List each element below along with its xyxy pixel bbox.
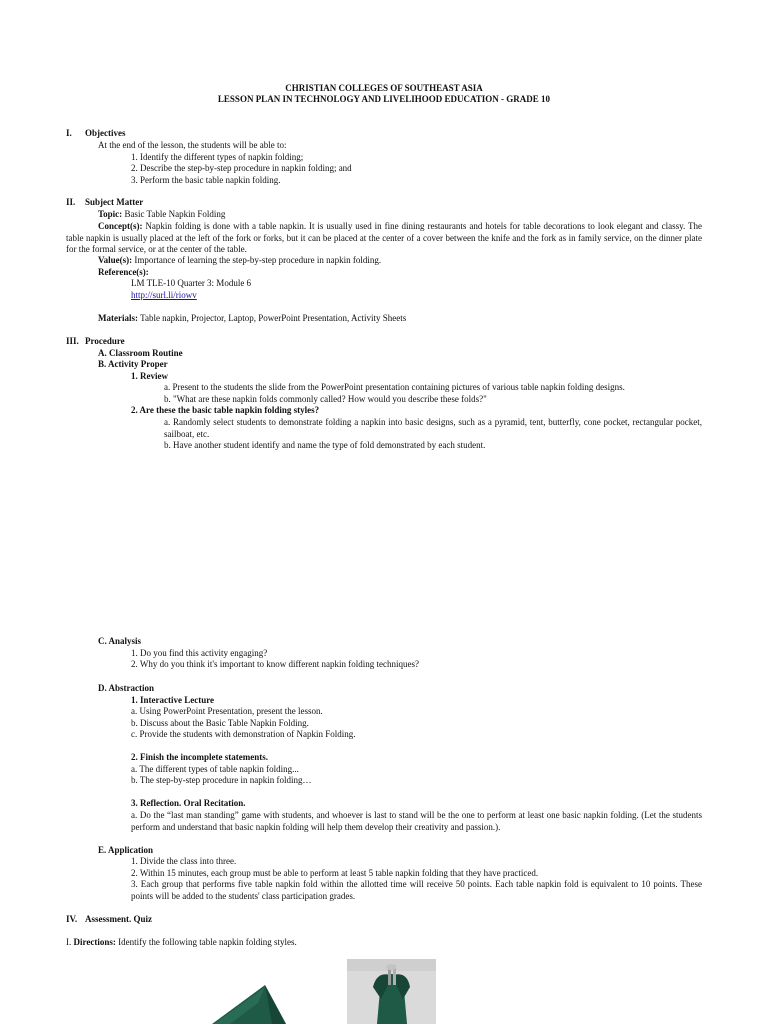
reference-link-text[interactable]: http://surl.li/riowv [131, 290, 197, 300]
reference-label: Reference(s): [98, 267, 149, 277]
review-item-b: b. "What are these napkin folds commonly called? How would you describe these folds?" [164, 394, 487, 404]
materials-label: Materials: [98, 313, 138, 323]
statement-item: a. The different types of table napkin folding... [131, 764, 299, 774]
analysis-heading: C. Analysis [98, 636, 142, 646]
basic-styles-item-b: b. Have another student identify and name the type of fold demonstrated by each student. [164, 440, 486, 450]
section-title-subject-matter: Subject Matter [85, 197, 144, 207]
section-title-procedure: Procedure [85, 336, 125, 346]
lecture-item: b. Discuss about the Basic Table Napkin Folding. [131, 718, 309, 728]
school-name: CHRISTIAN COLLEGES OF SOUTHEAST ASIA [285, 83, 483, 93]
incomplete-statements-heading: 2. Finish the incomplete statements. [131, 752, 268, 762]
materials-text: Table napkin, Projector, Laptop, PowerPoint Presentation, Activity Sheets [140, 313, 407, 323]
abstraction-heading: D. Abstraction [98, 683, 154, 693]
napkin-fold-image-1 [210, 975, 290, 1024]
review-heading: 1. Review [131, 371, 168, 381]
analysis-item: 1. Do you find this activity engaging? [131, 648, 268, 658]
objective-item: 3. Perform the basic table napkin folding. [131, 175, 281, 185]
value-line [98, 255, 381, 267]
topic-line [98, 209, 225, 221]
section-title-assessment: Assessment. Quiz [85, 914, 152, 924]
basic-styles-item-a: a. Randomly select students to demonstrate folding a napkin into basic designs, such as a pyramid, tent, butterfly, cone pocket, rectangular pocket, sailboat, etc. [164, 417, 702, 439]
classroom-routine-heading: A. Classroom Routine [98, 348, 183, 358]
reflection-heading: 3. Reflection. Oral Recitation. [131, 798, 246, 808]
statement-item: b. The step-by-step procedure in napkin folding… [131, 775, 312, 785]
lesson-plan-title: LESSON PLAN IN TECHNOLOGY AND LIVELIHOOD EDUCATION - GRADE 10 [217, 94, 551, 104]
napkin-fold-image-2 [347, 959, 436, 1024]
concept-text: Napkin folding is done with a table napkin. It is usually used in fine dining restaurants and hotels for table decorations to look elegant and classy. The table napkin is usually placed at the left of the fork or forks, but it can be placed at the center of a cover between the knife and the fork as in family service, on the dinner plate for the formal service, or at the center of the table. [66, 221, 702, 255]
materials-line [98, 313, 406, 325]
section-number: II. [66, 197, 76, 207]
lecture-item: c. Provide the students with demonstration of Napkin Folding. [131, 729, 356, 739]
application-item: 2. Within 15 minutes, each group must be able to perform at least 5 table napkin folding that they have practiced. [131, 868, 539, 878]
topic-label: Topic: [98, 209, 123, 219]
topic-value: Basic Table Napkin Folding [124, 209, 226, 219]
lecture-item: a. Using PowerPoint Presentation, present the lesson. [131, 706, 323, 716]
section-number: IV. [66, 914, 78, 924]
objectives-intro: At the end of the lesson, the students will be able to: [98, 140, 287, 150]
directions-text: Identify the following table napkin folding styles. [118, 937, 297, 947]
value-text: Importance of learning the step-by-step procedure in napkin folding. [134, 255, 382, 265]
directions-label: Directions: [73, 937, 116, 947]
analysis-item: 2. Why do you think it's important to know different napkin folding techniques? [131, 659, 419, 669]
section-number: III. [66, 336, 79, 346]
section-title-objectives: Objectives [85, 128, 126, 138]
reference-item: LM TLE-10 Quarter 3: Module 6 [131, 278, 252, 288]
concept-label: Concept(s): [98, 221, 143, 231]
section-number: I. [66, 128, 72, 138]
application-heading: E. Application [98, 845, 154, 855]
interactive-lecture-heading: 1. Interactive Lecture [131, 695, 215, 705]
application-item-3: 3. Each group that performs five table napkin fold within the allotted time will receive 50 points. Each table napkin fold is equivalent to 10 points. These points will be added to the students' class participation grades. [131, 879, 702, 901]
value-label: Value(s): [98, 255, 133, 265]
objective-item: 1. Identify the different types of napkin folding; [131, 152, 304, 162]
concept-paragraph [66, 221, 702, 256]
directions-line [66, 937, 297, 949]
activity-proper-heading: B. Activity Proper [98, 359, 168, 369]
objective-item: 2. Describe the step-by-step procedure in napkin folding; and [131, 163, 352, 173]
reflection-item: a. Do the “last man standing” game with students, and whoever is last to stand will be the one to perform at least one basic napkin folding. (Let the students perform and understand that basic napkin folding will help them develop their creativity and passion.). [131, 810, 702, 832]
application-item: 1. Divide the class into three. [131, 856, 237, 866]
directions-number: I. [66, 937, 72, 947]
reference-link[interactable] [131, 290, 197, 302]
review-item-a: a. Present to the students the slide from the PowerPoint presentation containing pictures of various table napkin folding designs. [164, 382, 625, 392]
basic-styles-heading: 2. Are these the basic table napkin folding styles? [131, 405, 320, 415]
